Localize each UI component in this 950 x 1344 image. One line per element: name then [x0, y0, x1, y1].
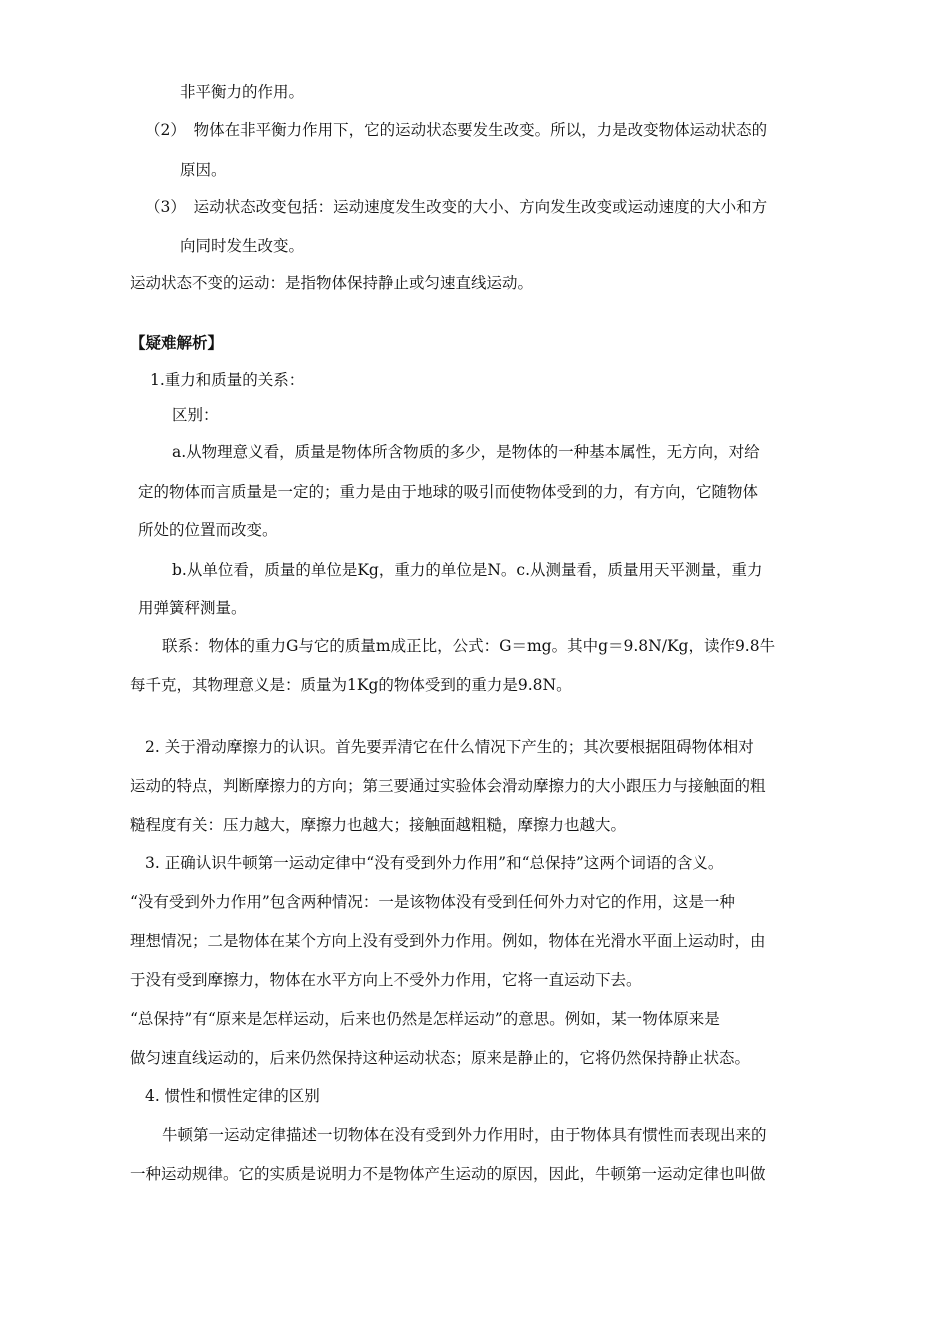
text-line: “总保持”有“原来是怎样运动，后来也仍然是怎样运动”的意思。例如，某一物体原来是 — [130, 1010, 720, 1028]
text-line: 于没有受到摩擦力，物体在水平方向上不受外力作用，它将一直运动下去。 — [130, 971, 642, 989]
text-line: 非平衡力的作用。 — [180, 83, 305, 101]
text-line: 做匀速直线运动的，后来仍然保持这种运动状态；原来是静止的，它将仍然保持静止状态。 — [130, 1049, 751, 1067]
text-line: 3. 正确认识牛顿第一运动定律中“没有受到外力作用”和“总保持”这两个词语的含义。 — [145, 854, 724, 872]
text-line: 区别： — [172, 406, 219, 424]
text-line: 牛顿第一运动定律描述一切物体在没有受到外力作用时，由于物体具有惯性而表现出来的 — [162, 1126, 767, 1144]
text-line: “没有受到外力作用”包含两种情况：一是该物体没有受到任何外力对它的作用，这是一种 — [130, 893, 735, 911]
text-line: 联系：物体的重力G与它的质量m成正比，公式：G＝mg。其中g＝9.8N/Kg，读作9.8牛 — [162, 637, 776, 655]
text-line: 每千克，其物理意义是：质量为1Kg的物体受到的重力是9.8N。 — [130, 676, 572, 694]
text-line: a.从物理意义看，质量是物体所含物质的多少，是物体的一种基本属性，无方向，对给 — [172, 443, 760, 461]
text-line: 运动状态不变的运动：是指物体保持静止或匀速直线运动。 — [130, 274, 534, 292]
text-line: b.从单位看，质量的单位是Kg，重力的单位是N。c.从测量看，质量用天平测量，重力 — [172, 561, 763, 579]
text-line: 用弹簧秤测量。 — [138, 599, 247, 617]
text-line: （2） 物体在非平衡力作用下，它的运动状态要发生改变。所以，力是改变物体运动状态的 — [145, 121, 768, 139]
text-line: 1.重力和质量的关系： — [150, 371, 305, 389]
text-line: 2. 关于滑动摩擦力的认识。首先要弄清它在什么情况下产生的；其次要根据阻碍物体相对 — [145, 738, 754, 756]
text-line: 糙程度有关：压力越大，摩擦力也越大；接触面越粗糙，摩擦力也越大。 — [130, 816, 627, 834]
text-line: 一种运动规律。它的实质是说明力不是物体产生运动的原因，因此，牛顿第一运动定律也叫做 — [130, 1165, 766, 1183]
text-line: 4. 惯性和惯性定律的区别 — [145, 1087, 320, 1105]
text-line: 所处的位置而改变。 — [138, 521, 278, 539]
text-line: 理想情况；二是物体在某个方向上没有受到外力作用。例如，物体在光滑水平面上运动时，由 — [130, 932, 766, 950]
text-line: 运动的特点，判断摩擦力的方向；第三要通过实验体会滑动摩擦力的大小跟压力与接触面的粗 — [130, 777, 766, 795]
section-heading: 【疑难解析】 — [130, 334, 224, 352]
text-line: （3） 运动状态改变包括：运动速度发生改变的大小、方向发生改变或运动速度的大小和方 — [145, 198, 768, 216]
text-line: 向同时发生改变。 — [180, 237, 305, 255]
text-line: 定的物体而言质量是一定的；重力是由于地球的吸引而使物体受到的力，有方向，它随物体 — [138, 483, 759, 501]
text-line: 原因。 — [180, 161, 227, 179]
